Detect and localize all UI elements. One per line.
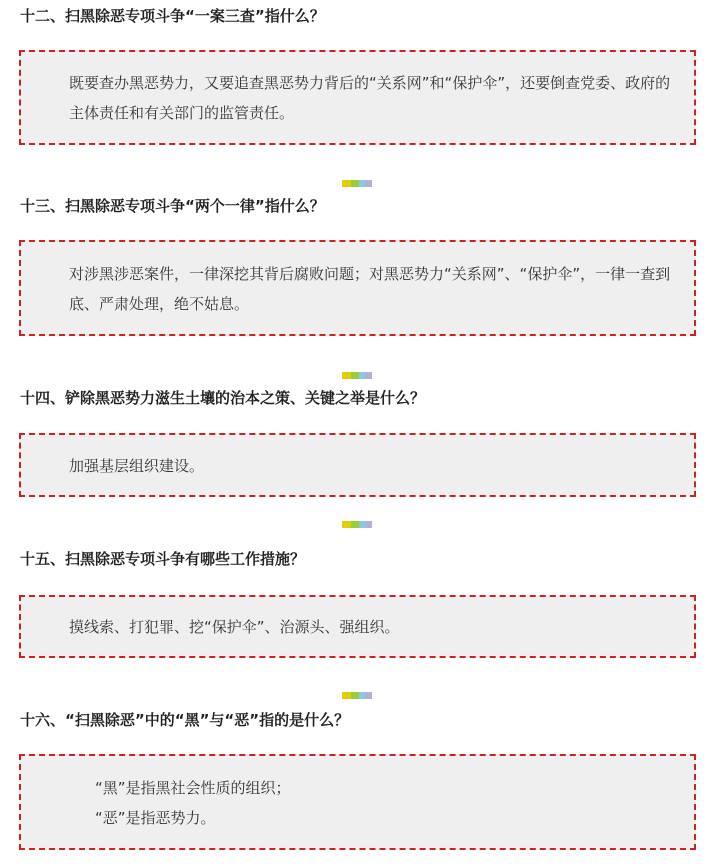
divider-swatch [342, 692, 351, 699]
divider-swatch [366, 692, 372, 699]
question-heading: 十六、“扫黑除恶”中的“黑”与“恶”指的是什么？ [20, 711, 350, 729]
answer-text: 加强基层组织建设。 [69, 457, 205, 475]
section-divider [342, 521, 372, 528]
answer-line: “恶”是指恶势力。 [95, 809, 216, 827]
divider-swatch [342, 372, 351, 379]
divider-swatch [359, 180, 366, 187]
divider-swatch [366, 180, 372, 187]
question-heading: 十二、扫黑除恶专项斗争“一案三查”指什么？ [20, 7, 325, 25]
section-divider [342, 180, 372, 187]
answer-box [19, 595, 696, 658]
question-heading: 十五、扫黑除恶专项斗争有哪些工作措施？ [20, 550, 306, 568]
answer-box [19, 50, 696, 145]
section-divider [342, 692, 372, 699]
divider-swatch [359, 692, 366, 699]
answer-text: 对涉黑涉恶案件，一律深挖其背后腐败问题；对黑恶势力“关系网”、“保护伞”，一律一查到底、严肃处理，绝不姑息。 [69, 265, 671, 313]
section-divider [342, 372, 372, 379]
divider-swatch [359, 521, 366, 528]
answer-line: “黑”是指黑社会性质的组织； [95, 779, 291, 797]
answer-box [19, 240, 696, 336]
divider-swatch [351, 692, 359, 699]
divider-swatch [351, 372, 359, 379]
answer-box [19, 433, 696, 497]
divider-swatch [359, 372, 366, 379]
divider-swatch [366, 372, 372, 379]
answer-text: 既要查办黑恶势力，又要追查黑恶势力背后的“关系网”和“保护伞”，还要倒查党委、政府的主体责任和有关部门的监管责任。 [69, 74, 671, 122]
divider-swatch [351, 180, 359, 187]
divider-swatch [351, 521, 359, 528]
answer-text: 摸线索、打犯罪、挖“保护伞”、治源头、强组织。 [69, 618, 400, 636]
question-heading: 十三、扫黑除恶专项斗争“两个一律”指什么？ [20, 197, 325, 215]
answer-box [19, 754, 696, 850]
divider-swatch [342, 521, 351, 528]
divider-swatch [342, 180, 351, 187]
question-heading: 十四、铲除黑恶势力滋生土壤的治本之策、关键之举是什么？ [20, 389, 426, 407]
divider-swatch [366, 521, 372, 528]
